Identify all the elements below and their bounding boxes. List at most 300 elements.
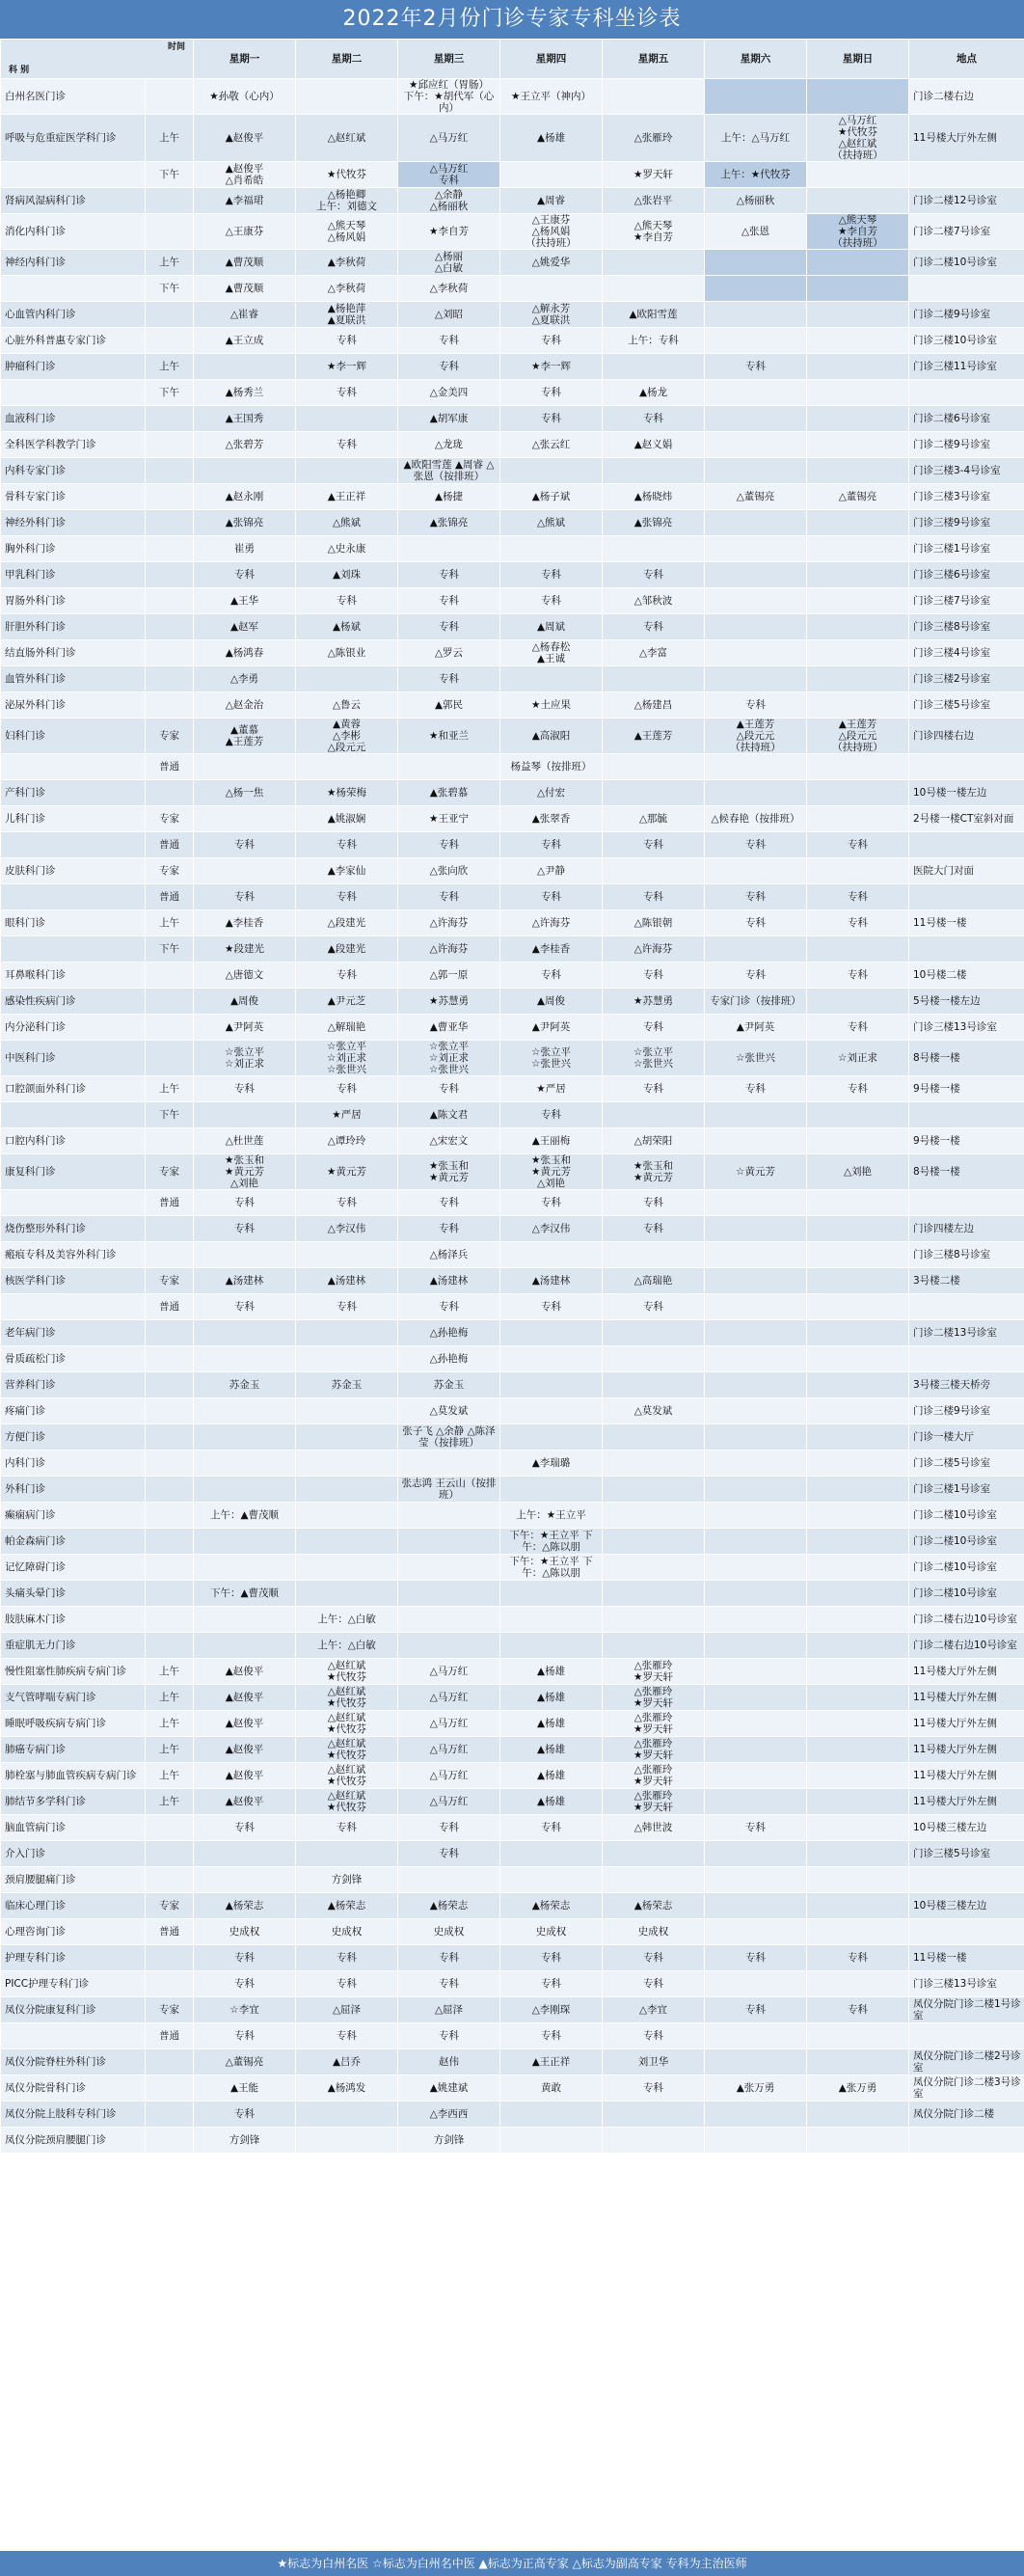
- schedule-cell: [500, 1841, 603, 1867]
- schedule-cell: ▲赵军: [194, 614, 296, 640]
- schedule-cell: [807, 406, 909, 432]
- schedule-cell: [705, 250, 807, 276]
- schedule-cell: [807, 989, 909, 1015]
- schedule-cell: ▲汤建林: [500, 1268, 603, 1294]
- session-label: [146, 1633, 194, 1659]
- location-cell: 门诊三楼2号诊室: [909, 666, 1024, 692]
- table-row: [1, 162, 1024, 188]
- schedule-cell: ▲王正祥: [296, 484, 398, 510]
- schedule-cell: [705, 614, 807, 640]
- schedule-cell: ▲杨龙: [603, 380, 705, 406]
- session-label: 上午: [146, 1659, 194, 1685]
- location-cell: 11号楼大厅外左侧: [909, 1711, 1024, 1737]
- location-cell: 医院大门对面: [909, 858, 1024, 884]
- schedule-cell: 专科: [398, 328, 500, 354]
- schedule-cell: ▲张锦亮: [603, 510, 705, 536]
- session-label: 上午: [146, 910, 194, 936]
- session-label: [146, 1945, 194, 1971]
- schedule-cell: ▲吕乔: [296, 2049, 398, 2075]
- schedule-cell: [807, 1633, 909, 1659]
- dept-name: 肝胆外科门诊: [1, 614, 146, 640]
- schedule-cell: 专科: [296, 1076, 398, 1102]
- session-label: 上午: [146, 1685, 194, 1711]
- schedule-cell: △莫发斌: [398, 1398, 500, 1424]
- table-row: [1, 328, 1024, 354]
- schedule-cell: [194, 754, 296, 780]
- schedule-cell: △赵红斌 ★代牧芬: [296, 1711, 398, 1737]
- schedule-cell: [705, 588, 807, 614]
- location-cell: 11号楼大厅外左侧: [909, 1659, 1024, 1685]
- schedule-cell: △那毓: [603, 806, 705, 832]
- schedule-cell: △刘艳: [807, 1154, 909, 1190]
- schedule-cell: 专科: [807, 1015, 909, 1041]
- table-row: [1, 832, 1024, 858]
- schedule-cell: △余静 △杨丽秋: [398, 188, 500, 214]
- schedule-cell: 刘卫华: [603, 2049, 705, 2075]
- schedule-cell: [500, 2101, 603, 2128]
- schedule-cell: [296, 1529, 398, 1555]
- legend-footer: ★标志为白州名医 ☆标志为白州名中医 ▲标志为正高专家 △标志为副高专家 专科为主治医师: [0, 2551, 1024, 2576]
- session-label: [146, 302, 194, 328]
- schedule-cell: [807, 1919, 909, 1945]
- schedule-cell: [705, 1971, 807, 1997]
- schedule-cell: [705, 1451, 807, 1477]
- schedule-cell: [807, 1659, 909, 1685]
- session-label: [146, 1320, 194, 1346]
- location-cell: 8号楼一楼: [909, 1154, 1024, 1190]
- schedule-cell: △熊斌: [296, 510, 398, 536]
- location-cell: 10号楼三楼左边: [909, 1815, 1024, 1841]
- schedule-cell: △陈银朝: [603, 910, 705, 936]
- schedule-cell: △熊天琴 ★李自芳: [603, 214, 705, 250]
- schedule-cell: ▲杨子斌: [500, 484, 603, 510]
- schedule-cell: 专科: [603, 1076, 705, 1102]
- schedule-cell: [807, 858, 909, 884]
- schedule-cell: ▲张碧慕: [398, 780, 500, 806]
- session-label: [146, 1581, 194, 1607]
- schedule-cell: [807, 380, 909, 406]
- location-cell: 门诊四楼右边: [909, 719, 1024, 754]
- schedule-cell: [398, 1607, 500, 1633]
- dept-name: [1, 832, 146, 858]
- header-day-tue: 星期二: [296, 40, 398, 79]
- schedule-cell: [500, 536, 603, 562]
- schedule-cell: 专科: [296, 2023, 398, 2049]
- location-cell: 门诊三楼11号诊室: [909, 354, 1024, 380]
- table-row: [1, 1451, 1024, 1477]
- schedule-cell: [194, 1320, 296, 1346]
- location-cell: [909, 162, 1024, 188]
- session-label: [146, 614, 194, 640]
- schedule-cell: ▲李瑞璐: [500, 1451, 603, 1477]
- schedule-cell: ▲周俊: [194, 989, 296, 1015]
- schedule-cell: ▲杨荣志: [500, 1893, 603, 1919]
- schedule-cell: ▲张锦亮: [398, 510, 500, 536]
- schedule-cell: [705, 1867, 807, 1893]
- schedule-cell: [500, 1242, 603, 1268]
- schedule-cell: ▲王立成: [194, 328, 296, 354]
- schedule-cell: [705, 510, 807, 536]
- session-label: [146, 1424, 194, 1451]
- schedule-cell: [705, 1320, 807, 1346]
- schedule-cell: △杨一焦: [194, 780, 296, 806]
- schedule-cell: △许海芬: [398, 936, 500, 963]
- session-label: [146, 1128, 194, 1154]
- location-cell: 11号楼大厅外左侧: [909, 1789, 1024, 1815]
- schedule-cell: 专科: [194, 832, 296, 858]
- schedule-cell: ★李一辉: [296, 354, 398, 380]
- schedule-cell: [807, 2023, 909, 2049]
- dept-name: 肿瘤科门诊: [1, 354, 146, 380]
- schedule-cell: ▲杨秀兰: [194, 380, 296, 406]
- schedule-cell: [705, 1633, 807, 1659]
- schedule-cell: 专科: [500, 832, 603, 858]
- schedule-cell: ★王立平（神内）: [500, 79, 603, 115]
- table-row: [1, 79, 1024, 115]
- location-cell: 门诊三楼10号诊室: [909, 328, 1024, 354]
- schedule-cell: ★王亚宁: [398, 806, 500, 832]
- schedule-cell: 专科: [500, 328, 603, 354]
- table-row: [1, 276, 1024, 302]
- schedule-cell: [500, 1867, 603, 1893]
- dept-name: 睡眠呼吸疾病专病门诊: [1, 1711, 146, 1737]
- location-cell: 门诊二楼10号诊室: [909, 1581, 1024, 1607]
- schedule-cell: [807, 328, 909, 354]
- schedule-cell: ★苏慧勇: [398, 989, 500, 1015]
- table-row: [1, 1659, 1024, 1685]
- table-row: [1, 1346, 1024, 1372]
- schedule-cell: 专科: [603, 2023, 705, 2049]
- schedule-cell: ☆张世兴: [705, 1041, 807, 1076]
- schedule-cell: [398, 1529, 500, 1555]
- session-label: 普通: [146, 1190, 194, 1216]
- schedule-cell: 专科: [296, 328, 398, 354]
- schedule-cell: 专科: [603, 562, 705, 588]
- location-cell: 11号楼大厅外左侧: [909, 1685, 1024, 1711]
- schedule-cell: 方剑锋: [398, 2128, 500, 2154]
- schedule-cell: [705, 458, 807, 484]
- dept-name: 护理专科门诊: [1, 1945, 146, 1971]
- schedule-cell: [194, 1451, 296, 1477]
- table-row: [1, 1763, 1024, 1789]
- session-label: 上午: [146, 1789, 194, 1815]
- schedule-cell: △李秋荷: [398, 276, 500, 302]
- schedule-cell: [807, 1503, 909, 1529]
- schedule-cell: 专科: [807, 832, 909, 858]
- schedule-cell: [194, 1242, 296, 1268]
- header-row: [1, 40, 1024, 79]
- location-cell: 2号楼一楼CT室斜对面: [909, 806, 1024, 832]
- schedule-cell: △赵金治: [194, 692, 296, 719]
- schedule-cell: 崔勇: [194, 536, 296, 562]
- schedule-cell: 专科: [296, 884, 398, 910]
- session-label: 专家: [146, 806, 194, 832]
- dept-name: 眼科门诊: [1, 910, 146, 936]
- schedule-cell: [705, 1555, 807, 1581]
- session-label: 普通: [146, 832, 194, 858]
- schedule-cell: △张向欣: [398, 858, 500, 884]
- location-cell: [909, 1190, 1024, 1216]
- location-cell: 凤仪分院门诊二楼2号诊室: [909, 2049, 1024, 2075]
- dept-name: 全科医学科教学门诊: [1, 432, 146, 458]
- schedule-cell: 专科: [398, 2023, 500, 2049]
- session-label: [146, 432, 194, 458]
- schedule-cell: △屈泽: [398, 1997, 500, 2023]
- schedule-cell: [603, 1529, 705, 1555]
- table-row: [1, 1216, 1024, 1242]
- schedule-cell: 专科: [603, 614, 705, 640]
- schedule-cell: [398, 1581, 500, 1607]
- session-label: [146, 1841, 194, 1867]
- schedule-cell: [398, 1503, 500, 1529]
- schedule-cell: [398, 1555, 500, 1581]
- session-label: 下午: [146, 162, 194, 188]
- schedule-cell: [807, 2128, 909, 2154]
- table-row: [1, 1268, 1024, 1294]
- table-row: [1, 458, 1024, 484]
- schedule-cell: [807, 1268, 909, 1294]
- table-row: [1, 510, 1024, 536]
- schedule-cell: [807, 806, 909, 832]
- schedule-cell: 专科: [603, 884, 705, 910]
- schedule-cell: 专科: [807, 963, 909, 989]
- schedule-cell: 史成权: [603, 1919, 705, 1945]
- session-label: [146, 1503, 194, 1529]
- schedule-cell: ▲赵俊平: [194, 1659, 296, 1685]
- schedule-cell: △高瑞艳: [603, 1268, 705, 1294]
- schedule-cell: 专科: [296, 1971, 398, 1997]
- schedule-cell: ★李自芳: [398, 214, 500, 250]
- dept-name: 头痛头晕门诊: [1, 1581, 146, 1607]
- schedule-cell: [705, 666, 807, 692]
- session-label: 上午: [146, 115, 194, 162]
- schedule-body: [1, 40, 1024, 2154]
- schedule-cell: △马万红 ★代牧芬 △赵红斌 （扶持班）: [807, 115, 909, 162]
- dept-name: 妇科门诊: [1, 719, 146, 754]
- schedule-cell: 专科: [500, 1102, 603, 1128]
- table-row: [1, 963, 1024, 989]
- schedule-cell: 专科: [398, 666, 500, 692]
- schedule-cell: △宋宏文: [398, 1128, 500, 1154]
- dept-name: 心血管内科门诊: [1, 302, 146, 328]
- schedule-cell: [807, 614, 909, 640]
- schedule-cell: [807, 1216, 909, 1242]
- location-cell: 门诊二楼10号诊室: [909, 250, 1024, 276]
- schedule-cell: ▲李秋荷: [296, 250, 398, 276]
- session-label: [146, 2075, 194, 2101]
- schedule-cell: 上午：专科: [603, 328, 705, 354]
- schedule-cell: [194, 1102, 296, 1128]
- location-cell: [909, 2023, 1024, 2049]
- session-label: [146, 1015, 194, 1041]
- schedule-cell: ▲李桂香: [194, 910, 296, 936]
- session-label: 普通: [146, 2023, 194, 2049]
- schedule-cell: △赵红斌 ★代牧芬: [296, 1763, 398, 1789]
- schedule-cell: ▲赵俊平: [194, 1685, 296, 1711]
- table-row: [1, 1997, 1024, 2023]
- table-row: [1, 1128, 1024, 1154]
- dept-name: [1, 1294, 146, 1320]
- schedule-cell: [807, 1529, 909, 1555]
- dept-name: 产科门诊: [1, 780, 146, 806]
- schedule-cell: ▲杨艳萍 ▲夏联洪: [296, 302, 398, 328]
- location-cell: 门诊二楼7号诊室: [909, 214, 1024, 250]
- schedule-cell: 专科: [705, 1076, 807, 1102]
- schedule-cell: ▲李福珺: [194, 188, 296, 214]
- schedule-cell: △李汉伟: [500, 1216, 603, 1242]
- schedule-cell: 专科: [296, 832, 398, 858]
- table-row: [1, 806, 1024, 832]
- table-row: [1, 2075, 1024, 2101]
- schedule-cell: ▲黄蓉 △李彬 △段元元: [296, 719, 398, 754]
- schedule-cell: ☆张立平 ☆张世兴: [603, 1041, 705, 1076]
- schedule-cell: [603, 536, 705, 562]
- schedule-cell: ▲张锦亮: [194, 510, 296, 536]
- session-label: [146, 1477, 194, 1503]
- schedule-cell: ▲汤建林: [194, 1268, 296, 1294]
- schedule-cell: △张雁玲: [603, 115, 705, 162]
- schedule-cell: [705, 536, 807, 562]
- schedule-cell: △李秋荷: [296, 276, 398, 302]
- schedule-cell: [807, 1320, 909, 1346]
- schedule-cell: ▲王正祥: [500, 2049, 603, 2075]
- schedule-cell: ☆张立平 ☆刘正求 ☆张世兴: [296, 1041, 398, 1076]
- schedule-cell: 专科: [603, 832, 705, 858]
- schedule-cell: [194, 1529, 296, 1555]
- schedule-cell: ▲郭民: [398, 692, 500, 719]
- location-cell: 门诊二楼右边10号诊室: [909, 1633, 1024, 1659]
- corner-time-label: 时间: [167, 42, 185, 52]
- table-row: [1, 666, 1024, 692]
- session-label: 专家: [146, 1268, 194, 1294]
- table-row: [1, 1633, 1024, 1659]
- schedule-cell: [807, 1711, 909, 1737]
- session-label: [146, 406, 194, 432]
- schedule-cell: ☆张立平 ☆张世兴: [500, 1041, 603, 1076]
- schedule-cell: [807, 588, 909, 614]
- session-label: [146, 1242, 194, 1268]
- dept-name: 核医学科门诊: [1, 1268, 146, 1294]
- schedule-cell: [603, 1503, 705, 1529]
- schedule-cell: [603, 2128, 705, 2154]
- schedule-cell: ▲杨雄: [500, 1737, 603, 1763]
- schedule-cell: 上午：★代牧芬: [705, 162, 807, 188]
- table-row: [1, 1015, 1024, 1041]
- dept-name: 血管外科门诊: [1, 666, 146, 692]
- schedule-cell: △熊天琴 △杨风娟: [296, 214, 398, 250]
- schedule-cell: 专科: [500, 1190, 603, 1216]
- table-row: [1, 719, 1024, 754]
- schedule-cell: [807, 1477, 909, 1503]
- schedule-cell: [398, 1633, 500, 1659]
- dept-name: 耳鼻喉科门诊: [1, 963, 146, 989]
- schedule-cell: ★张玉和 ★黄元芳: [398, 1154, 500, 1190]
- schedule-cell: △马万红: [398, 1659, 500, 1685]
- schedule-cell: 专科: [705, 963, 807, 989]
- table-row: [1, 910, 1024, 936]
- schedule-cell: [603, 666, 705, 692]
- dept-name: [1, 884, 146, 910]
- schedule-cell: 专科: [500, 2023, 603, 2049]
- schedule-cell: [705, 79, 807, 115]
- location-cell: 门诊二楼5号诊室: [909, 1451, 1024, 1477]
- dept-name: 消化内科门诊: [1, 214, 146, 250]
- schedule-cell: [807, 1372, 909, 1398]
- schedule-cell: ▲李桂香: [500, 936, 603, 963]
- schedule-cell: [807, 1971, 909, 1997]
- dept-name: 肺癌专病门诊: [1, 1737, 146, 1763]
- schedule-cell: 专科: [705, 692, 807, 719]
- session-label: 下午: [146, 936, 194, 963]
- schedule-cell: [194, 1424, 296, 1451]
- schedule-cell: 史成权: [398, 1919, 500, 1945]
- schedule-cell: [500, 162, 603, 188]
- schedule-cell: ▲杨雄: [500, 1789, 603, 1815]
- dept-name: [1, 754, 146, 780]
- schedule-cell: [296, 1555, 398, 1581]
- dept-name: 结直肠外科门诊: [1, 640, 146, 666]
- schedule-cell: ▲刘珠: [296, 562, 398, 588]
- schedule-cell: 专科: [296, 1294, 398, 1320]
- schedule-cell: [194, 1398, 296, 1424]
- schedule-cell: ▲王能: [194, 2075, 296, 2101]
- schedule-cell: ▲陈文君: [398, 1102, 500, 1128]
- schedule-cell: [603, 1320, 705, 1346]
- schedule-cell: 专科: [705, 832, 807, 858]
- header-day-sat: 星期六: [705, 40, 807, 79]
- dept-name: 心脏外科普惠专家门诊: [1, 328, 146, 354]
- schedule-cell: [603, 858, 705, 884]
- schedule-cell: [398, 1867, 500, 1893]
- session-label: [146, 214, 194, 250]
- schedule-cell: ★和亚兰: [398, 719, 500, 754]
- schedule-cell: [705, 1268, 807, 1294]
- dept-name: 骨质疏松门诊: [1, 1346, 146, 1372]
- schedule-cell: △赵红斌 ★代牧芬: [296, 1659, 398, 1685]
- schedule-cell: △许海芬: [398, 910, 500, 936]
- dept-name: 骨科专家门诊: [1, 484, 146, 510]
- schedule-cell: ▲赵义娟: [603, 432, 705, 458]
- schedule-cell: △解瑞艳: [296, 1015, 398, 1041]
- schedule-cell: [705, 1242, 807, 1268]
- schedule-cell: 专科: [603, 1294, 705, 1320]
- location-cell: 11号楼大厅外左侧: [909, 1737, 1024, 1763]
- table-row: [1, 1607, 1024, 1633]
- schedule-cell: [807, 510, 909, 536]
- schedule-cell: [705, 2049, 807, 2075]
- schedule-cell: [500, 458, 603, 484]
- dept-name: 老年病门诊: [1, 1320, 146, 1346]
- schedule-cell: △张恩: [705, 214, 807, 250]
- schedule-cell: ★孙敬（心内）: [194, 79, 296, 115]
- schedule-cell: ▲杨雄: [500, 1711, 603, 1737]
- location-cell: 门诊二楼10号诊室: [909, 1555, 1024, 1581]
- schedule-cell: △杜世莲: [194, 1128, 296, 1154]
- schedule-cell: [603, 1867, 705, 1893]
- schedule-cell: [807, 188, 909, 214]
- schedule-cell: 专科: [705, 1945, 807, 1971]
- table-row: [1, 692, 1024, 719]
- schedule-cell: ▲欧阳雪莲: [603, 302, 705, 328]
- table-row: [1, 1737, 1024, 1763]
- schedule-cell: 专科: [500, 1971, 603, 1997]
- schedule-cell: 专科: [705, 1815, 807, 1841]
- schedule-cell: ▲杨荣志: [296, 1893, 398, 1919]
- schedule-cell: [603, 1102, 705, 1128]
- table-row: [1, 1503, 1024, 1529]
- schedule-cell: [807, 1294, 909, 1320]
- schedule-cell: △张雁玲 ★罗天轩: [603, 1737, 705, 1763]
